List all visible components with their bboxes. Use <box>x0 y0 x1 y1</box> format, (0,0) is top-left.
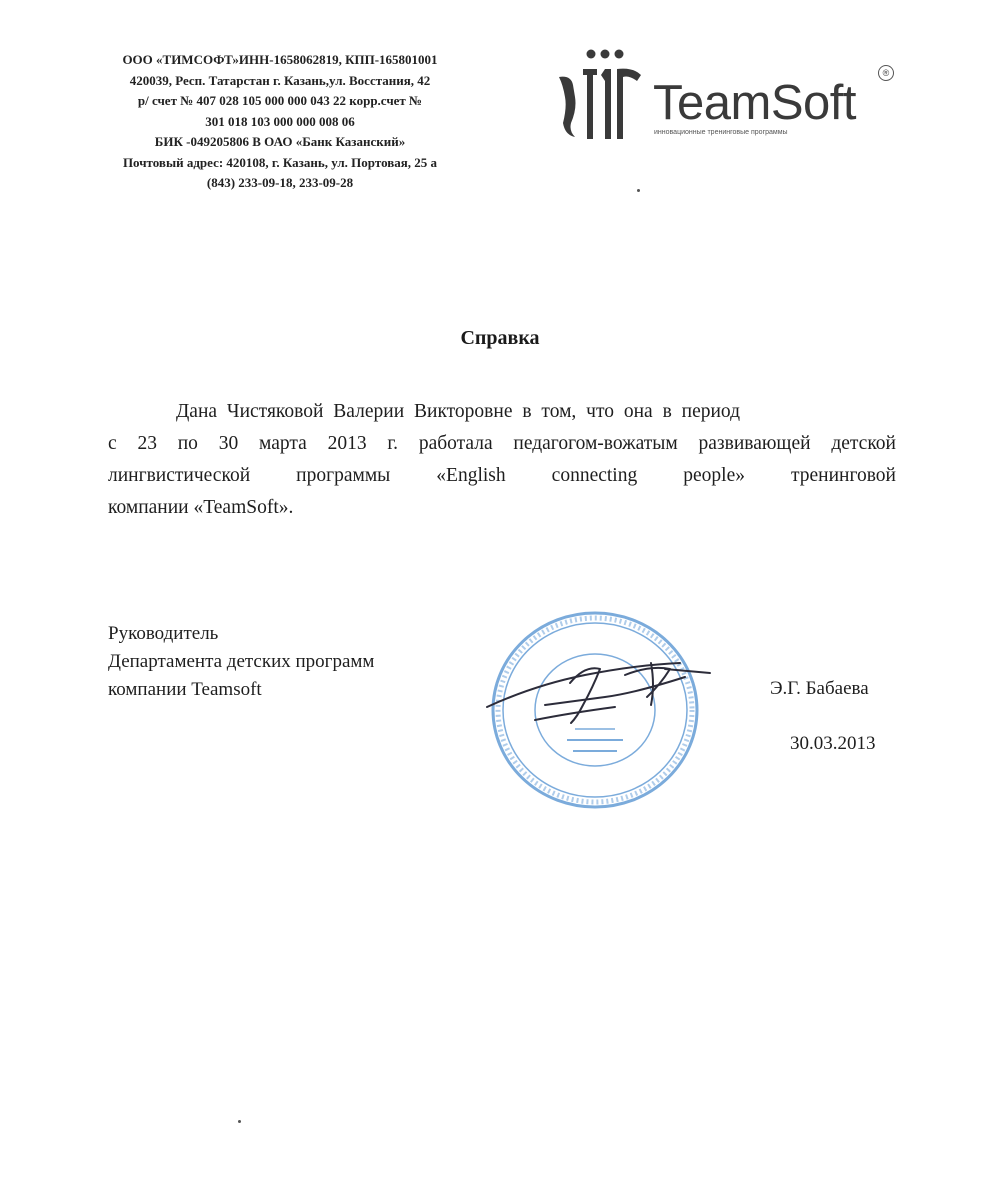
requisites-line: (843) 233-09-18, 233-09-28 <box>206 175 354 190</box>
body-line: лингвистической программы «English connecting people» тренинговой <box>108 465 896 486</box>
document-title: Справка <box>460 327 540 349</box>
requisites-line: 301 018 103 000 000 008 06 <box>205 113 355 129</box>
body-line: компании «TeamSoft». <box>108 497 294 518</box>
requisites-line: ООО «ТИМСОФТ»ИНН-1658062819, КПП-165801001 <box>122 52 438 67</box>
registered-mark: ® <box>878 65 894 81</box>
position-line: Руководитель <box>108 623 219 644</box>
position-line: Департамента детских программ <box>108 651 375 672</box>
document-date: 30.03.2013 <box>790 733 876 754</box>
company-requisites <box>60 50 500 194</box>
scan-speck <box>238 1120 241 1123</box>
signer-name: Э.Г. Бабаева <box>770 678 869 699</box>
document-body <box>108 396 896 524</box>
teamsoft-logo-icon <box>553 45 653 145</box>
company-logo <box>553 45 898 155</box>
position-line: компании Teamsoft <box>108 679 262 700</box>
requisites-line: Почтовый адрес: 420108, г. Казань, ул. Портовая, 25 а <box>122 154 438 170</box>
requisites-line: р/ счет № 407 028 105 000 000 043 22 корр.счет № <box>137 93 423 108</box>
requisites-line: БИК -049205806 В ОАО «Банк Казанский» <box>154 134 406 149</box>
requisites-line: 420039, Респ. Татарстан г. Казань,ул. Восстания, 42 <box>129 72 431 88</box>
signer-position <box>108 620 374 704</box>
company-stamp <box>475 605 720 815</box>
logo-wordmark: TeamSoft <box>653 76 856 130</box>
body-line: с 23 по 30 марта 2013 г. работала педагогом-вожатым развивающей детской <box>108 433 896 454</box>
logo-tagline: инновационные тренинговые программы <box>654 129 788 136</box>
scan-speck <box>637 189 640 192</box>
body-line: Дана Чистяковой Валерии Викторовне в том, что она в период <box>176 401 741 422</box>
